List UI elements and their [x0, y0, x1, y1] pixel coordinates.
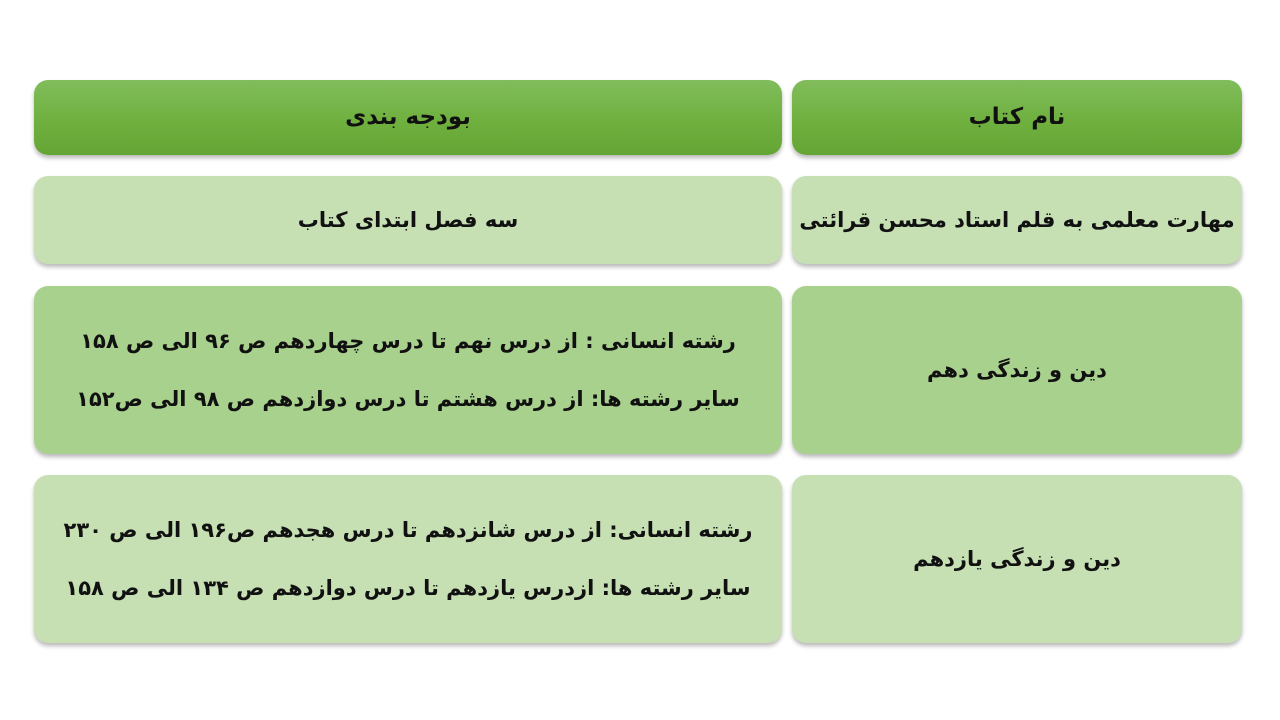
row-3-budget-line-1: رشته انسانی: از درس شانزدهم تا درس هجدهم ص۱۹۶ الی ص ۲۳۰: [63, 517, 753, 542]
header-budget-label: بودجه بندی: [345, 104, 471, 130]
row-2-book-cell: [792, 286, 1242, 454]
row-1-book-cell: [792, 176, 1242, 264]
row-1-budget-line-1: سه فصل ابتدای کتاب: [297, 207, 519, 232]
header-budget-cell: [34, 80, 782, 155]
header-book-name-cell: [792, 80, 1242, 155]
row-2-book-label: دین و زندگی دهم: [927, 357, 1107, 382]
header-book-name-label: نام کتاب: [968, 104, 1066, 130]
row-3-book-cell: [792, 475, 1242, 643]
row-1-book-label: مهارت معلمی به قلم استاد محسن قرائتی: [799, 207, 1235, 232]
row-3-book-label: دین و زندگی یازدهم: [913, 546, 1121, 571]
row-3-budget-line-2: سایر رشته ها: ازدرس یازدهم تا درس دوازدهم ص ۱۳۴ الی ص ۱۵۸: [65, 575, 751, 600]
row-1-budget-cell: [34, 176, 782, 264]
row-2-budget-line-1: رشته انسانی : از درس نهم تا درس چهاردهم ص ۹۶ الی ص ۱۵۸: [80, 328, 736, 353]
row-3-budget-cell: [34, 475, 782, 643]
row-2-budget-line-2: سایر رشته ها: از درس هشتم تا درس دوازدهم ص ۹۸ الی ص۱۵۲: [76, 386, 740, 411]
row-2-budget-cell: [34, 286, 782, 454]
